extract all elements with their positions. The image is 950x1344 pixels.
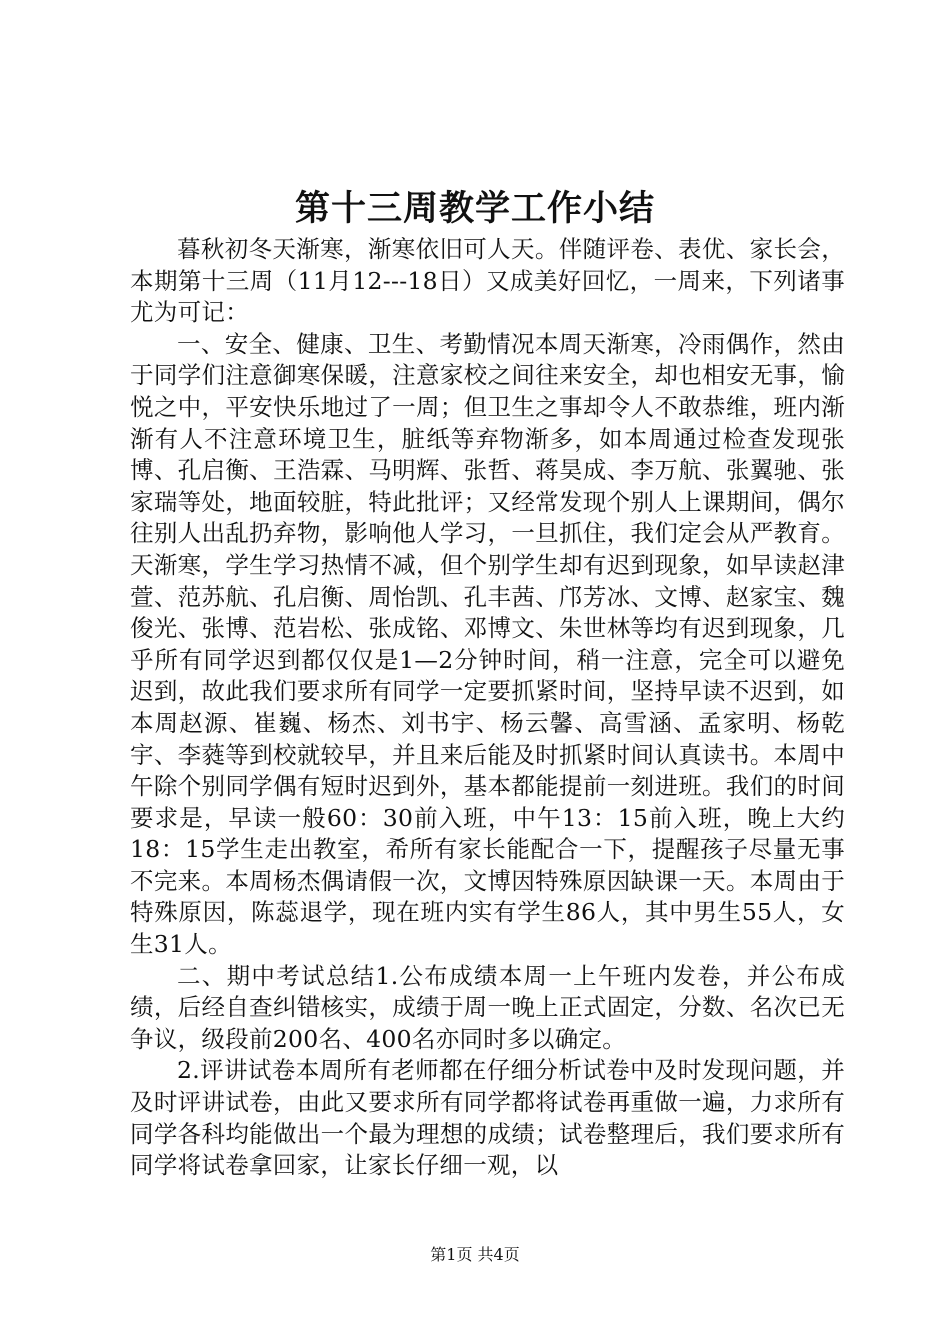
paragraph-exam-review: 2.评讲试卷本周所有老师都在仔细分析试卷中及时发现问题，并及时评讲试卷，由此又要求所有同学都将试卷再重做一遍，力求所有同学各科均能做出一个最为理想的成绩；试卷整理后，我们要求所有同学将试卷拿回家，让家长仔细一观，以 bbox=[130, 1056, 845, 1180]
page-number-footer: 第1页 共4页 bbox=[430, 1245, 520, 1264]
paragraph-safety-attendance: 一、安全、健康、卫生、考勤情况本周天渐寒，冷雨偶作，然由于同学们注意御寒保暖，注意家校之间往来安全，却也相安无事，愉悦之中，平安快乐地过了一周；但卫生之事却令人不敢恭维，班内渐渐有人不注意环境卫生，脏纸等弃物渐多，如本周通过检查发现张博、孔启衡、王浩霖、马明辉、张哲、蒋昊成、李万航、张翼驰、张家瑞等处，地面较脏，特此批评；又经常发现个别人上课期间，偶尔往别人出乱扔弃物，影响他人学习，一旦抓住，我们定会从严教育。天渐寒，学生学习热情不减，但个别学生却有迟到现象，如早读赵津萱、范苏航、孔启衡、周怡凯、孔丰茜、邝芳冰、文博、赵家宝、魏俊光、张博、范岩松、张成铭、邓博文、朱世林等均有迟到现象，几乎所有同学迟到都仅仅是1—2分钟时间，稍一注意，完全可以避免迟到，故此我们要求所有同学一定要抓紧时间，坚持早读不迟到，如本周赵源、崔巍、杨杰、刘书宇、杨云馨、高雪涵、孟家明、杨乾宇、李蕤等到校就较早，并且来后能及时抓紧时间认真读书。本周中午除个别同学偶有短时迟到外，基本都能提前一刻进班。我们的时间要求是，早读一般60：30前入班，中午13：15前入班，晚上大约18：15学生走出教室，希所有家长能配合一下，提醒孩子尽量无事不完来。本周杨杰偶请假一次，文博因特殊原因缺课一天。本周由于特殊原因，陈蕊退学，现在班内实有学生86人，其中男生55人，女生31人。 bbox=[130, 329, 845, 959]
paragraph-midterm-summary: 二、期中考试总结1.公布成绩本周一上午班内发卷，并公布成绩，后经自查纠错核实，成绩于周一晚上正式固定，分数、名次已无争议，级段前200名、400名亦同时多以确定。 bbox=[130, 961, 845, 1053]
document-body bbox=[130, 234, 845, 1182]
document-title: 第十三周教学工作小结 bbox=[294, 188, 655, 229]
paragraph-intro: 暮秋初冬天渐寒，渐寒依旧可人天。伴随评卷、表优、家长会，本期第十三周（11月12---18日）又成美好回忆，一周来，下列诸事尤为可记： bbox=[130, 235, 845, 327]
